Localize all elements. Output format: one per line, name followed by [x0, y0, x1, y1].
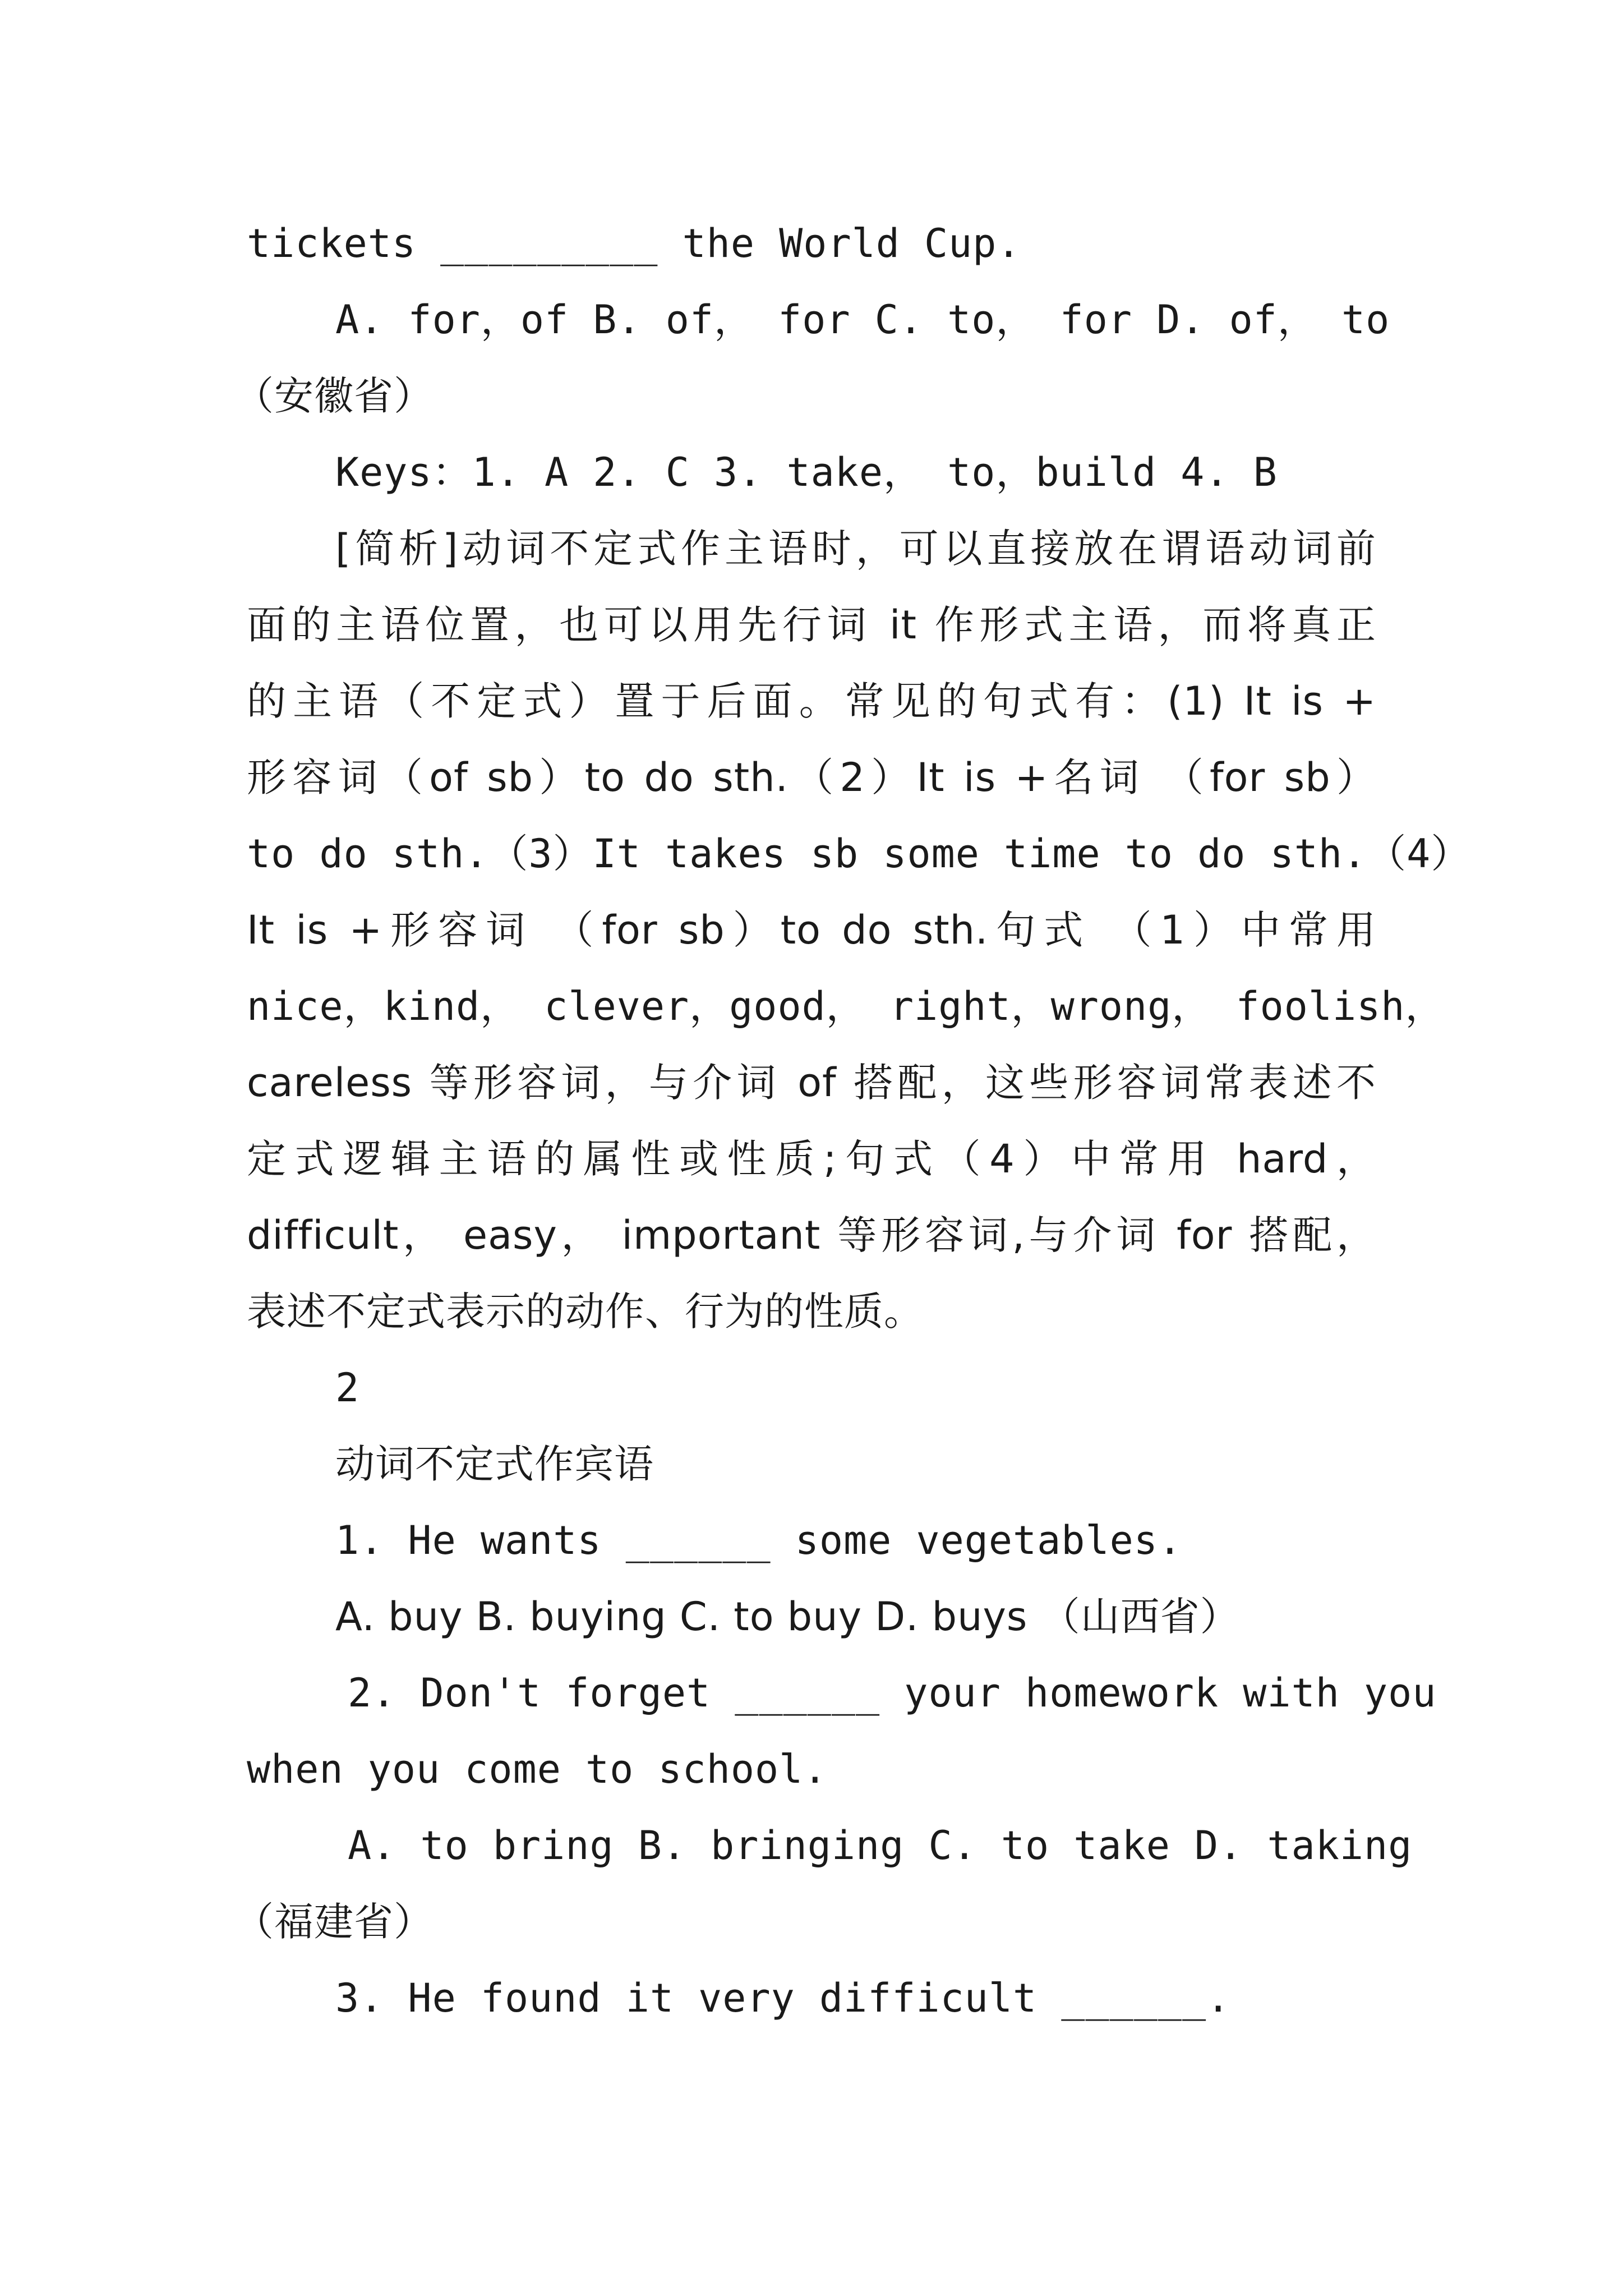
analysis-paragraph-line: careless 等形容词，与介词 of 搭配，这些形容词常表述不: [247, 1060, 1376, 1106]
question-2-options: A. to bring B. bringing C. to take D. taking: [348, 1823, 1413, 1869]
analysis-paragraph-line: 形容词（of sb）to do sth.（2）It is +名词 （for sb）: [247, 754, 1376, 800]
source-province: （安徽省）: [234, 373, 434, 419]
question-2: 2. Don't forget ______ your homework with you: [348, 1670, 1437, 1716]
question-1-options: A. buy B. buying C. to buy D. buys （山西省）: [335, 1594, 1240, 1640]
question-3: 3. He found it very difficult ______.: [335, 1975, 1231, 2021]
source-province: （福建省）: [234, 1899, 434, 1945]
analysis-paragraph-line: [简析]动词不定式作主语时，可以直接放在谓语动词前: [335, 526, 1376, 572]
answer-options: A. for，of B. of， for C. to， for D. of， to: [335, 297, 1390, 343]
question-continuation: tickets _________ the World Cup.: [247, 220, 1021, 266]
question-1: 1. He wants ______ some vegetables.: [335, 1517, 1183, 1563]
analysis-paragraph-line: 表述不定式表示的动作、行为的性质。: [247, 1289, 924, 1335]
analysis-paragraph-line: 面的主语位置，也可以用先行词 it 作形式主语，而将真正: [247, 602, 1376, 648]
answer-keys: Keys：1. A 2. C 3. take， to，build 4. B: [335, 449, 1278, 495]
analysis-paragraph-line: nice，kind， clever，good， right，wrong， foolish，: [247, 983, 1445, 1029]
section-number: 2: [335, 1365, 360, 1411]
section-heading: 动词不定式作宾语: [335, 1441, 654, 1487]
analysis-paragraph-line: 定式逻辑主语的属性或性质;句式（4）中常用 hard，: [247, 1136, 1376, 1182]
analysis-paragraph-line: difficult， easy， important 等形容词,与介词 for 搭配，: [247, 1212, 1376, 1258]
question-2-continuation: when you come to school.: [247, 1746, 828, 1792]
analysis-paragraph-line: to do sth.（3）It takes sb some time to do sth.（4）: [247, 831, 1471, 877]
analysis-paragraph-line: 的主语（不定式）置于后面。常见的句式有：(1) It is +: [247, 678, 1376, 724]
analysis-paragraph-line: It is +形容词 （for sb）to do sth.句式 （1）中常用: [247, 907, 1376, 953]
